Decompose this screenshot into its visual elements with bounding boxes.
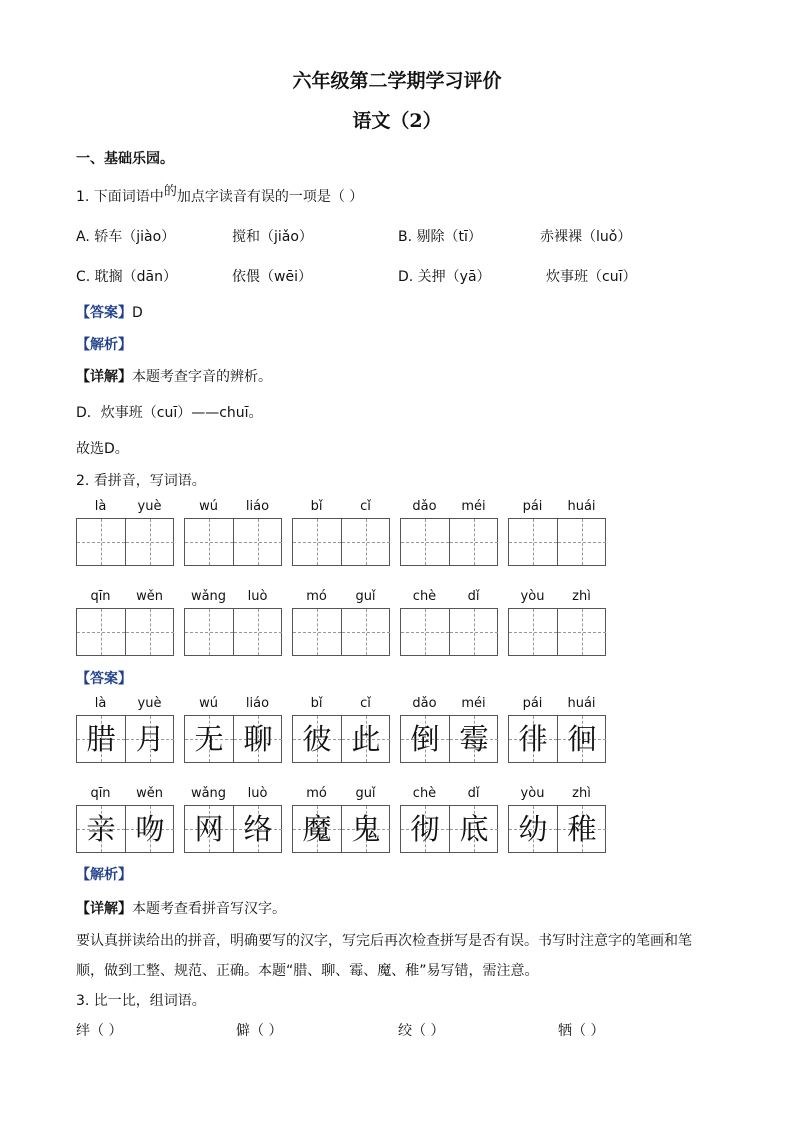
q1-option-b2: 赤裸裸（luǒ） [540,229,632,245]
pinyin-row [292,589,390,605]
writing-cell [341,806,390,852]
word-group [184,499,282,567]
q3-item-2: 僻（ ） [236,1023,283,1039]
tian-grid-box [292,608,390,656]
q2-explanation-line-2: 顺，做到工整、规范、正确。本题“腊、聊、霉、魔、稚”易写错，需注意。 [76,963,539,979]
q3-stem: 3. 比一比，组词语。 [76,993,206,1009]
q1-option-d2: 炊事班（cuī） [546,269,637,285]
pinyin-label: bǐ [310,499,323,514]
answer-character: 网 [194,812,224,846]
page-subtitle: 语文（2） [352,110,442,132]
writing-cell [401,609,449,655]
guide-line-horizontal [77,632,125,633]
writing-cell [401,806,449,852]
q2-detail: 本题考查看拼音写汉字。 [132,901,286,917]
pinyin-label: cǐ [360,696,371,711]
guide-line-horizontal [126,632,174,633]
pinyin-row [400,696,498,712]
writing-cell [449,609,498,655]
pinyin-label: dǐ [467,786,480,801]
tian-grid-box [292,518,390,566]
q1-option-d1: D. 关押（yā） [398,269,491,285]
pinyin-label: dǎo [412,499,437,514]
writing-cell [233,519,282,565]
pinyin-label: mó [306,589,327,604]
writing-cell [341,519,390,565]
word-group [184,696,282,764]
word-group [292,589,390,657]
tian-grid-box [400,715,498,763]
guide-line-horizontal [558,632,606,633]
tian-grid-box [508,518,606,566]
writing-cell [125,716,174,762]
guide-line-horizontal [558,542,606,543]
pinyin-row [184,696,282,712]
guide-line-horizontal [401,542,449,543]
tian-grid-box [508,608,606,656]
page-title: 六年级第二学期学习评价 [292,70,502,92]
writing-cell [449,716,498,762]
pinyin-label: bǐ [310,696,323,711]
answer-character: 月 [135,722,165,756]
q1-option-a1: A. 轿车（jiào） [76,229,176,245]
guide-line-horizontal [293,632,341,633]
answer-character: 魔 [302,812,332,846]
word-group [76,696,174,764]
q1-analysis-line-2: 故选D。 [76,441,129,457]
pinyin-label: qīn [90,786,111,801]
pinyin-row [76,696,174,712]
q1-option-a2: 搅和（jiǎo） [232,229,313,245]
q1-option-b1: B. 剔除（tī） [398,229,482,245]
pinyin-row [76,589,174,605]
pinyin-label: luò [247,786,268,801]
writing-cell [401,519,449,565]
answer-character: 彻 [410,812,440,846]
section-heading: 一、基础乐园。 [76,151,174,167]
tian-grid-box [184,715,282,763]
tian-grid-box [76,805,174,853]
writing-cell [233,806,282,852]
tian-grid-box [184,518,282,566]
word-group [508,499,606,567]
tian-grid-box [400,518,498,566]
word-group [400,696,498,764]
pinyin-label: qīn [90,589,111,604]
word-group [508,696,606,764]
answer-character: 倒 [410,722,440,756]
pinyin-label: yòu [520,589,545,604]
guide-line-horizontal [450,542,498,543]
guide-line-horizontal [234,542,282,543]
word-group [508,589,606,657]
pinyin-label: wǎng [190,589,227,604]
answer-character: 稚 [567,812,597,846]
pinyin-row [508,786,606,802]
pinyin-row [400,786,498,802]
guide-line-horizontal [450,632,498,633]
writing-cell [509,519,557,565]
tian-grid-box [508,715,606,763]
tian-grid-box [292,715,390,763]
word-group [508,786,606,854]
writing-cell [341,716,390,762]
answer-character: 聊 [243,722,273,756]
pinyin-label: dǎo [412,696,437,711]
writing-cell [557,806,606,852]
guide-line-horizontal [185,542,233,543]
pinyin-row [184,499,282,515]
pinyin-label: là [94,696,107,711]
q1-stem-part-a: 1. 下面词语中 [76,189,164,205]
analysis-tag: 【解析】 [76,867,132,883]
word-group [184,786,282,854]
tian-grid-box [508,805,606,853]
pinyin-label: cǐ [360,499,371,514]
pinyin-row [508,696,606,712]
pinyin-row [76,499,174,515]
writing-cell [509,716,557,762]
guide-line-horizontal [342,632,390,633]
pinyin-label: wú [199,499,218,514]
pinyin-row [292,786,390,802]
writing-cell [509,806,557,852]
pinyin-label: liáo [245,499,270,514]
writing-cell [233,609,282,655]
pinyin-label: huái [567,499,596,514]
answer-character: 底 [459,812,489,846]
writing-cell [185,609,233,655]
q1-answer: D [132,305,143,321]
pinyin-label: zhì [572,786,591,801]
pinyin-row [508,589,606,605]
detail-tag: 【详解】 [76,369,132,385]
writing-cell [125,609,174,655]
tian-grid-box [76,715,174,763]
q3-item-4: 牺（ ） [558,1023,605,1039]
pinyin-label: guǐ [355,589,376,604]
pinyin-row [400,499,498,515]
q3-item-1: 绊（ ） [76,1023,123,1039]
q1-analysis-line-1: D．炊事班（cuī）——chuī。 [76,405,263,421]
word-group [400,786,498,854]
writing-cell [77,519,125,565]
answer-character: 霉 [459,722,489,756]
writing-cell [125,806,174,852]
writing-cell [185,519,233,565]
q1-option-c1: C. 耽搁（dān） [76,269,178,285]
writing-cell [185,806,233,852]
tian-grid-box [76,518,174,566]
guide-line-horizontal [126,542,174,543]
pinyin-label: pái [522,499,543,514]
pinyin-label: wěn [136,786,163,801]
writing-cell [77,806,125,852]
tian-grid-box [400,608,498,656]
answer-character: 此 [351,722,381,756]
writing-cell [293,806,341,852]
writing-cell [401,716,449,762]
guide-line-horizontal [509,632,557,633]
pinyin-label: dǐ [467,589,480,604]
pinyin-label: wǎng [190,786,227,801]
pinyin-label: méi [461,696,486,711]
pinyin-label: pái [522,696,543,711]
writing-cell [341,609,390,655]
guide-line-horizontal [509,542,557,543]
pinyin-label: liáo [245,696,270,711]
writing-cell [77,609,125,655]
pinyin-row [508,499,606,515]
writing-cell [293,716,341,762]
tian-grid-box [292,805,390,853]
tian-grid-box [76,608,174,656]
writing-cell [125,519,174,565]
word-group [292,696,390,764]
pinyin-label: huái [567,696,596,711]
writing-cell [557,716,606,762]
pinyin-label: chè [412,786,437,801]
writing-cell [77,716,125,762]
guide-line-horizontal [401,632,449,633]
word-group [292,786,390,854]
writing-cell [557,609,606,655]
answer-character: 络 [243,812,273,846]
word-group [400,499,498,567]
tian-grid-box [184,608,282,656]
guide-line-horizontal [342,542,390,543]
answer-character: 徊 [567,722,597,756]
answer-character: 彼 [302,722,332,756]
pinyin-row [76,786,174,802]
pinyin-label: méi [461,499,486,514]
word-group [76,499,174,567]
writing-cell [233,716,282,762]
pinyin-label: wěn [136,589,163,604]
q1-stem [76,186,363,206]
q2-explanation-line-1: 要认真拼读给出的拼音，明确要写的汉字，写完后再次检查拼写是否有误。书写时注意字的笔画和笔 [76,933,692,949]
writing-cell [449,519,498,565]
writing-cell [449,806,498,852]
pinyin-label: chè [412,589,437,604]
writing-cell [509,609,557,655]
pinyin-label: là [94,499,107,514]
answer-character: 腊 [86,722,116,756]
pinyin-row [292,696,390,712]
q3-item-3: 绞（ ） [398,1023,445,1039]
answer-character: 徘 [518,722,548,756]
pinyin-label: luò [247,589,268,604]
guide-line-horizontal [293,542,341,543]
q1-stem-part-b: 加点字读音有误的一项是（ ） [176,189,364,205]
answer-character: 鬼 [351,812,381,846]
pinyin-row [400,589,498,605]
tian-grid-box [400,805,498,853]
detail-tag: 【详解】 [76,901,132,917]
analysis-tag: 【解析】 [76,337,132,353]
q1-answer-line [76,302,143,322]
writing-cell [293,609,341,655]
word-group [184,589,282,657]
answer-character: 吻 [135,812,165,846]
writing-cell [185,716,233,762]
word-group [76,589,174,657]
guide-line-horizontal [234,632,282,633]
answer-character: 无 [194,722,224,756]
word-group [292,499,390,567]
word-group [76,786,174,854]
pinyin-row [184,786,282,802]
pinyin-label: mó [306,786,327,801]
answer-tag: 【答案】 [76,671,132,687]
q1-detail-line [76,366,272,386]
pinyin-label: guǐ [355,786,376,801]
q1-stem-raised-char: 的 [163,184,177,199]
answer-character: 幼 [518,812,548,846]
pinyin-label: yòu [520,786,545,801]
pinyin-label: yuè [137,499,162,514]
pinyin-row [184,589,282,605]
pinyin-row [292,499,390,515]
word-group [400,589,498,657]
pinyin-label: zhì [572,589,591,604]
guide-line-horizontal [77,542,125,543]
guide-line-horizontal [185,632,233,633]
answer-character: 亲 [86,812,116,846]
pinyin-label: yuè [137,696,162,711]
writing-cell [293,519,341,565]
pinyin-label: wú [199,696,218,711]
answer-tag: 【答案】 [76,305,132,321]
tian-grid-box [184,805,282,853]
writing-cell [557,519,606,565]
q2-detail-line [76,898,286,918]
q2-stem: 2. 看拼音，写词语。 [76,473,206,489]
q1-detail: 本题考查字音的辨析。 [132,369,272,385]
q1-option-c2: 依偎（wēi） [232,269,312,285]
